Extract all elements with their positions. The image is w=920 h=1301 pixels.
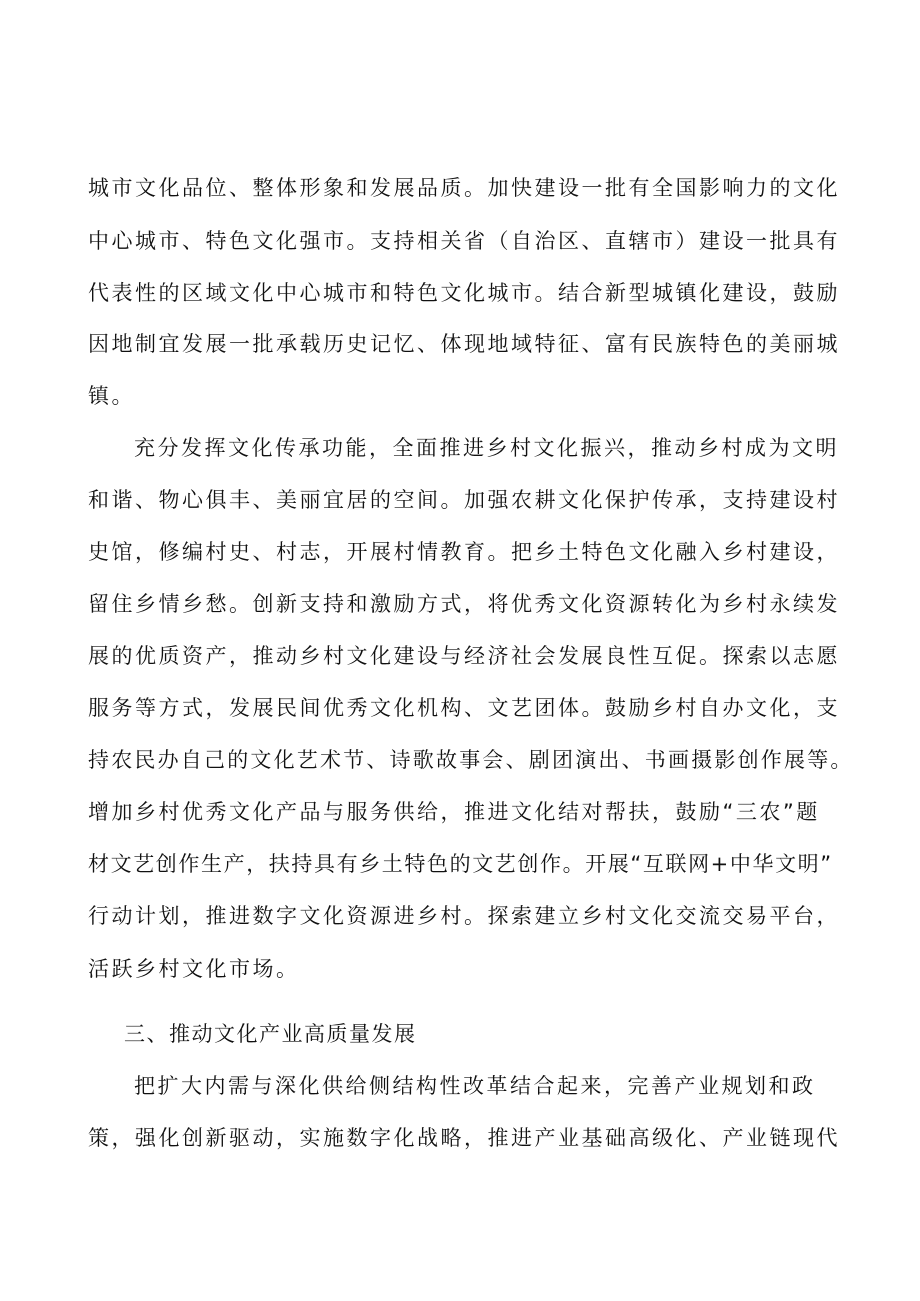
- text-line: 镇。: [88, 384, 135, 408]
- text-line: 活跃乡村文化市场。: [88, 957, 300, 981]
- text-line: 中心城市、特色文化强市。支持相关省（自治区、直辖市）建设一批具有: [88, 229, 840, 253]
- text-line: 展的优质资产，推动乡村文化建设与经济社会发展良性互促。探索以志愿: [88, 644, 840, 668]
- text-line: 城市文化品位、整体形象和发展品质。加快建设一批有全国影响力的文化: [88, 176, 840, 200]
- text-line: 持农民办自己的文化艺术节、诗歌故事会、剧团演出、书画摄影创作展等。: [88, 748, 854, 772]
- section-heading: 三、推动文化产业高质量发展: [124, 1022, 417, 1046]
- text-line: 材文艺创作生产，扶持具有乡土特色的文艺创作。开展“互联网+中华文明”: [88, 852, 833, 876]
- text-line: 策，强化创新驱动，实施数字化战略，推进产业基础高级化、产业链现代: [88, 1126, 840, 1150]
- text-line: 行动计划，推进数字文化资源进乡村。探索建立乡村文化交流交易平台，: [88, 904, 840, 928]
- text-line: 服务等方式，发展民间优秀文化机构、文艺团体。鼓励乡村自办文化，支: [88, 696, 840, 720]
- text-line: 史馆，修编村史、村志，开展村情教育。把乡土特色文化融入乡村建设，: [88, 540, 840, 564]
- text-line: 留住乡情乡愁。创新支持和激励方式，将优秀文化资源转化为乡村永续发: [88, 592, 840, 616]
- text-line: 把扩大内需与深化供给侧结构性改革结合起来，完善产业规划和政: [134, 1074, 816, 1098]
- text-line: 充分发挥文化传承功能，全面推进乡村文化振兴，推动乡村成为文明: [134, 436, 839, 460]
- text-line: 和谐、物心俱丰、美丽宜居的空间。加强农耕文化保护传承，支持建设村: [88, 488, 840, 512]
- text-line: 增加乡村优秀文化产品与服务供给，推进文化结对帮扶，鼓励“三农”题: [88, 800, 820, 824]
- text-line: 因地制宜发展一批承载历史记忆、体现地域特征、富有民族特色的美丽城: [88, 332, 840, 356]
- text-line: 代表性的区域文化中心城市和特色文化城市。结合新型城镇化建设，鼓励: [88, 281, 840, 305]
